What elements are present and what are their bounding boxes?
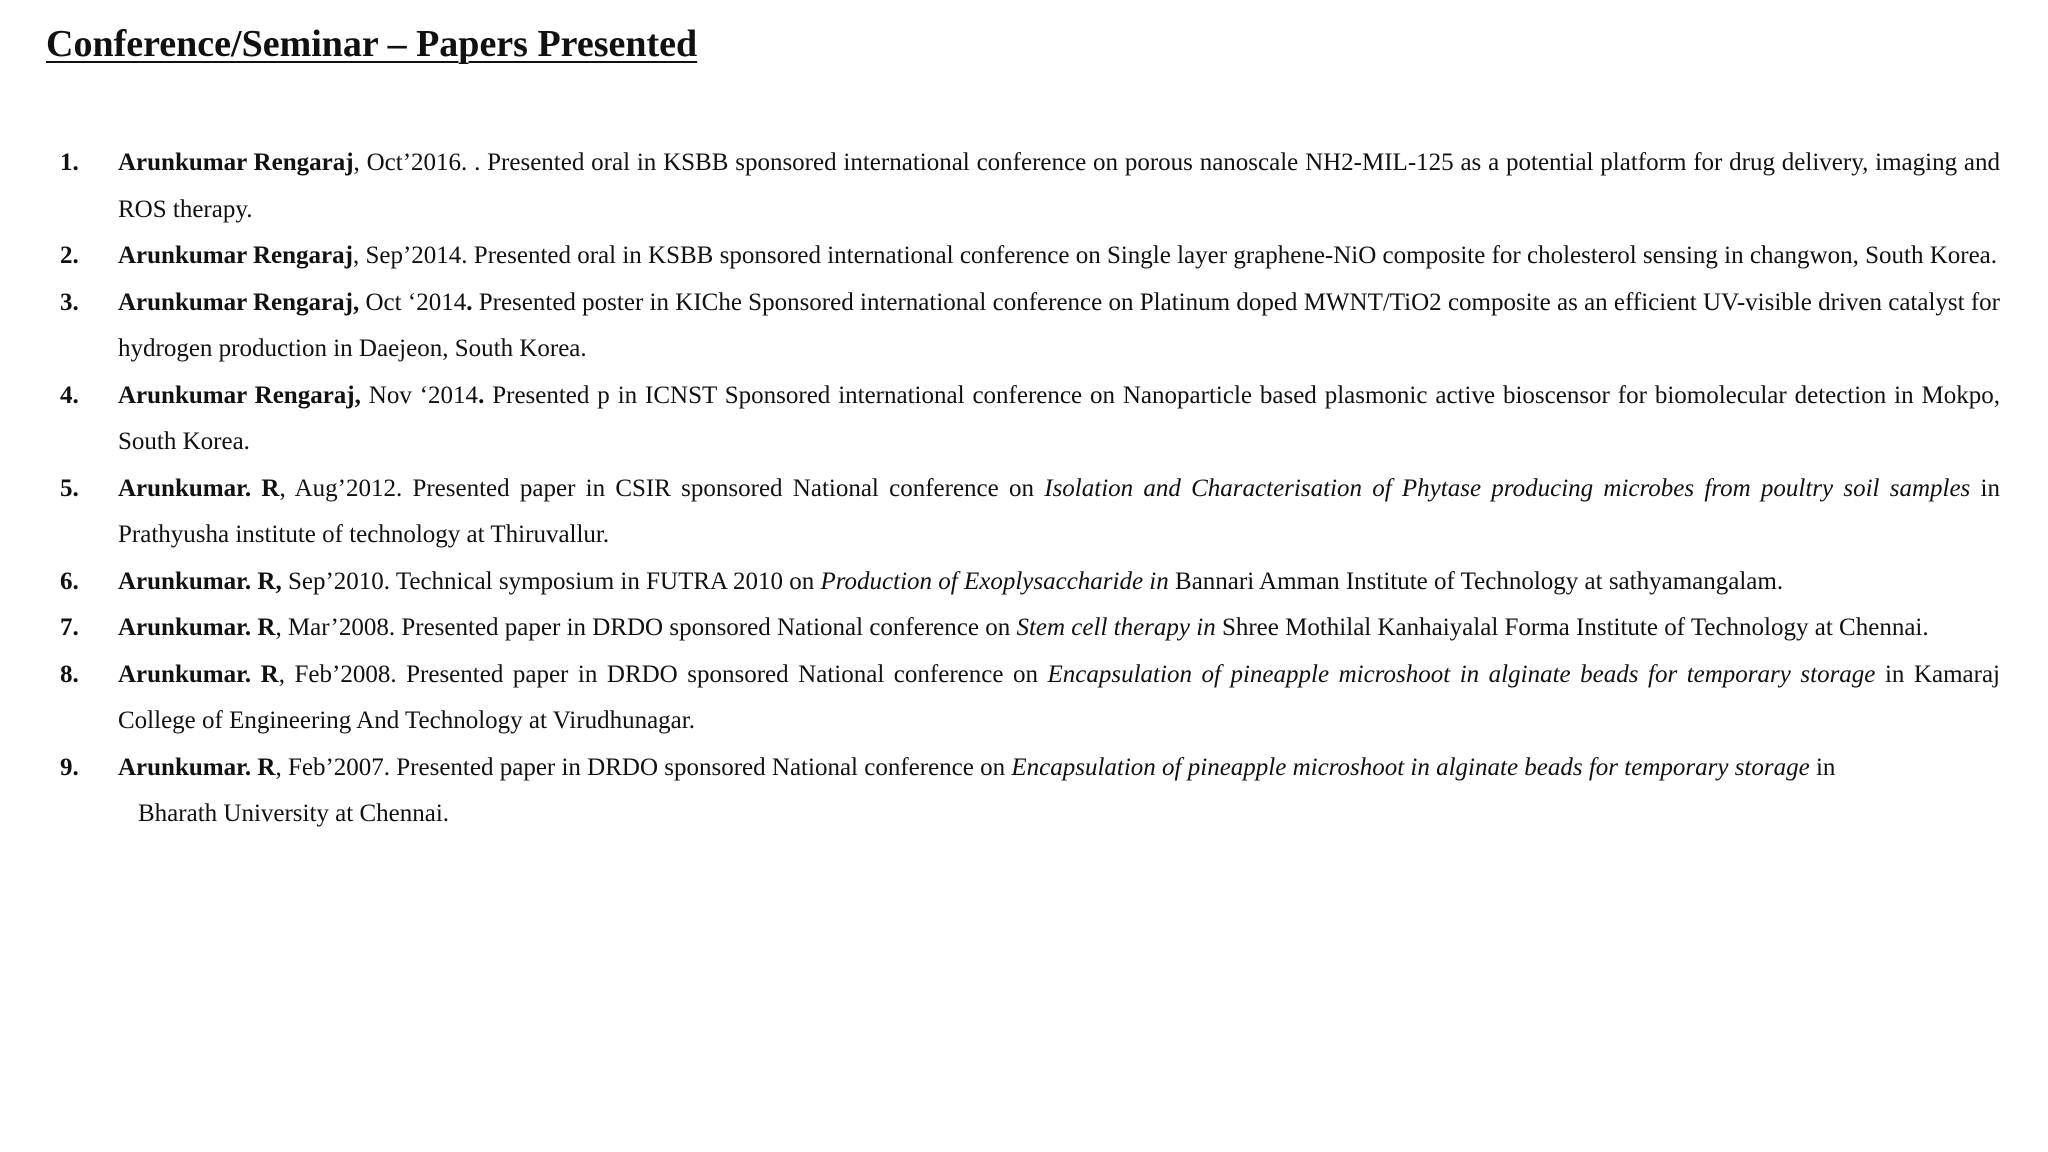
author-name: Arunkumar. R (118, 753, 276, 781)
item-description: , Feb’2008. Presented paper in DRDO sponsored National conference on (278, 660, 1048, 688)
item-text (118, 466, 2000, 559)
item-text (118, 652, 2000, 745)
item-number: 2. (60, 242, 79, 269)
paper-title: Encapsulation of pineapple microshoot in alginate beads for temporary storage (1011, 753, 1810, 781)
item-venue: Shree Mothilal Kanhaiyalal Forma Institute of Technology at Chennai. (1215, 614, 1929, 641)
item-number: 8. (60, 660, 79, 688)
paper-title: Encapsulation of pineapple microshoot in alginate beads for temporary storage (1047, 660, 1876, 688)
list-item (0, 652, 2048, 745)
item-venue: in Prathyusha institute of technology at Thiruvallur. (118, 474, 2000, 548)
author-name: Arunkumar. R, (118, 567, 282, 595)
paper-title: Isolation and Characterisation of Phytase producing microbes from poultry soil samples (1044, 474, 1971, 502)
paper-title: Stem cell therapy in (1016, 614, 1216, 641)
item-number: 1. (60, 149, 79, 176)
item-date: Nov ‘2014 (360, 381, 479, 409)
page-title: Conference/Seminar – Papers Presented (46, 23, 698, 65)
item-description: , Aug’2012. Presented paper in CSIR sponsored National conference on (279, 474, 1045, 502)
item-number: 3. (60, 288, 79, 316)
item-date-period: . (466, 288, 473, 316)
author-name: Arunkumar. R (118, 660, 279, 688)
item-number: 9. (60, 753, 79, 781)
author-name: Arunkumar Rengaraj, (118, 288, 360, 316)
list-item (0, 745, 2048, 838)
item-text (118, 605, 2000, 652)
item-description: Presented poster in KIChe Sponsored international conference on Platinum doped MWNT/TiO2 composite as an efficient UV-visible driven catalyst for hydrogen production in Daejeon, South Korea. (118, 288, 2000, 362)
item-date: Oct ‘2014 (359, 288, 467, 316)
item-text (118, 559, 2000, 606)
item-venue: Bannari Amman Institute of Technology at sathyamangalam. (1168, 567, 1784, 595)
list-item (0, 559, 2048, 606)
item-text (118, 140, 2000, 233)
item-description: , Sep’2014. Presented oral in KSBB sponsored international conference on Single layer graphene-NiO composite for cholesterol sensing in changwon, South Korea. (352, 242, 1998, 269)
item-text (118, 280, 2000, 373)
list-item (0, 140, 2048, 233)
author-name: Arunkumar Rengaraj, (118, 381, 361, 409)
list-item (0, 233, 2048, 280)
item-number: 7. (60, 614, 79, 641)
list-item (0, 280, 2048, 373)
item-text (118, 233, 2000, 280)
item-venue: in Kamaraj College of Engineering And Technology at Virudhunagar. (118, 660, 2000, 734)
author-name: Arunkumar Rengaraj (118, 149, 354, 176)
item-date-period: . (478, 381, 485, 409)
item-description: Presented p in ICNST Sponsored international conference on Nanoparticle based plasmonic active bioscensor for biomolecular detection in Mokpo, South Korea. (118, 381, 2000, 455)
item-text (118, 745, 2000, 838)
author-name: Arunkumar. R (118, 614, 276, 641)
item-description: Sep’2010. Technical symposium in FUTRA 2010 on (281, 567, 821, 595)
papers-list (0, 140, 2048, 838)
author-name: Arunkumar Rengaraj (118, 242, 353, 269)
item-text (118, 373, 2000, 466)
item-number: 6. (60, 567, 79, 595)
paper-title: Production of Exoplysaccharide in (820, 567, 1169, 595)
list-item (0, 605, 2048, 652)
item-venue-continued: Bharath University at Chennai. (138, 800, 450, 827)
author-name: Arunkumar. R (118, 474, 280, 502)
item-venue: in (1809, 753, 1836, 781)
list-item (0, 466, 2048, 559)
item-number: 5. (60, 474, 79, 502)
item-number: 4. (60, 381, 79, 409)
item-description: , Feb’2007. Presented paper in DRDO sponsored National conference on (275, 753, 1012, 781)
item-description: , Mar’2008. Presented paper in DRDO sponsored National conference on (275, 614, 1017, 641)
list-item (0, 373, 2048, 466)
item-description: , Oct’2016. . Presented oral in KSBB sponsored international conference on porous nanoscale NH2-MIL-125 as a potential platform for drug delivery, imaging and ROS therapy. (118, 149, 2000, 223)
